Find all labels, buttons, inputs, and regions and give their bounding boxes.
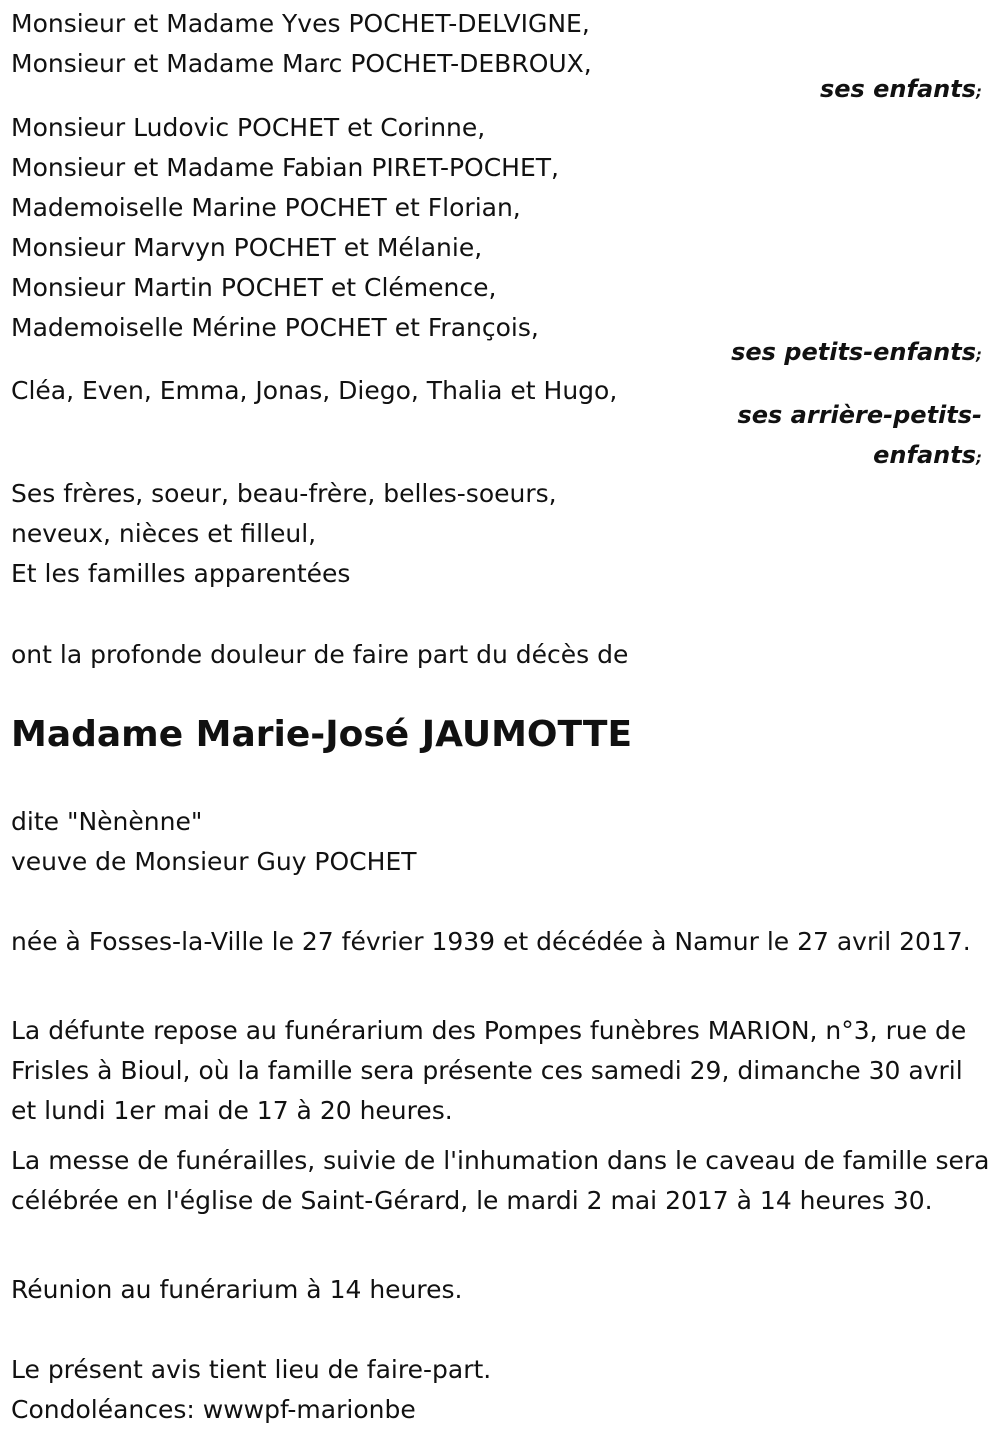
family-line: Monsieur et Madame Yves POCHET-DELVIGNE, bbox=[11, 9, 590, 38]
deceased-name: Madame Marie-José JAUMOTTE bbox=[11, 714, 633, 755]
relation-separator: ; bbox=[976, 83, 982, 101]
family-line: Mademoiselle Marine POCHET et Florian, bbox=[11, 193, 521, 222]
family-line: Monsieur et Madame Marc POCHET-DEBROUX, bbox=[11, 49, 592, 78]
relation-label: ses petits-enfants bbox=[731, 338, 976, 366]
widow-line: veuve de Monsieur Guy POCHET bbox=[11, 847, 417, 876]
family-line: Cléa, Even, Emma, Jonas, Diego, Thalia et Hugo, bbox=[11, 376, 618, 405]
relation-grandchildren bbox=[11, 332, 990, 375]
wake-paragraph: La défunte repose au funérarium des Pompes funèbres MARION, n°3, rue de Frisles à Bioul, où la famille sera présente ces samedi 29, dimanche 30 avril et lundi 1er mai de 17 à 20 heures. bbox=[11, 1016, 967, 1125]
family-line: Monsieur Martin POCHET et Clémence, bbox=[11, 273, 497, 302]
meeting-line: Réunion au funérarium à 14 heures. bbox=[11, 1275, 463, 1304]
announcement-text: ont la profonde douleur de faire part du décès de bbox=[11, 640, 629, 669]
grandchildren-section bbox=[11, 108, 990, 348]
relation-label-line1: ses arrière-petits- bbox=[737, 401, 982, 429]
notice-line: Le présent avis tient lieu de faire-part. bbox=[11, 1355, 492, 1384]
family-line: Mademoiselle Mérine POCHET et François, bbox=[11, 313, 539, 342]
birth-death-paragraph: née à Fosses-la-Ville le 27 février 1939 et décédée à Namur le 27 avril 2017. bbox=[11, 927, 971, 956]
extended-family-section bbox=[11, 474, 990, 594]
family-line: neveux, nièces et filleul, bbox=[11, 519, 317, 548]
relation-separator: ; bbox=[976, 346, 982, 364]
deceased-details bbox=[11, 802, 990, 882]
nickname-line: dite "Nènènne" bbox=[11, 807, 203, 836]
relation-label: ses enfants bbox=[819, 75, 976, 103]
relation-separator: ; bbox=[976, 449, 982, 467]
family-line: Monsieur Marvyn POCHET et Mélanie, bbox=[11, 233, 483, 262]
notice-footer bbox=[11, 1350, 990, 1430]
funeral-mass-paragraph: La messe de funérailles, suivie de l'inhumation dans le caveau de famille sera célébrée en l'église de Saint-Gérard, le mardi 2 mai 2017 à 14 heures 30. bbox=[11, 1146, 990, 1215]
relation-children bbox=[11, 69, 990, 112]
family-line: Et les familles apparentées bbox=[11, 559, 351, 588]
family-line: Ses frères, soeur, beau-frère, belles-soeurs, bbox=[11, 479, 557, 508]
family-line: Monsieur Ludovic POCHET et Corinne, bbox=[11, 113, 486, 142]
relation-great-grandchildren bbox=[11, 395, 990, 478]
relation-label-line2: enfants bbox=[873, 441, 976, 469]
family-line: Monsieur et Madame Fabian PIRET-POCHET, bbox=[11, 153, 559, 182]
condolences-line: Condoléances: wwwpf-marionbe bbox=[11, 1395, 416, 1424]
